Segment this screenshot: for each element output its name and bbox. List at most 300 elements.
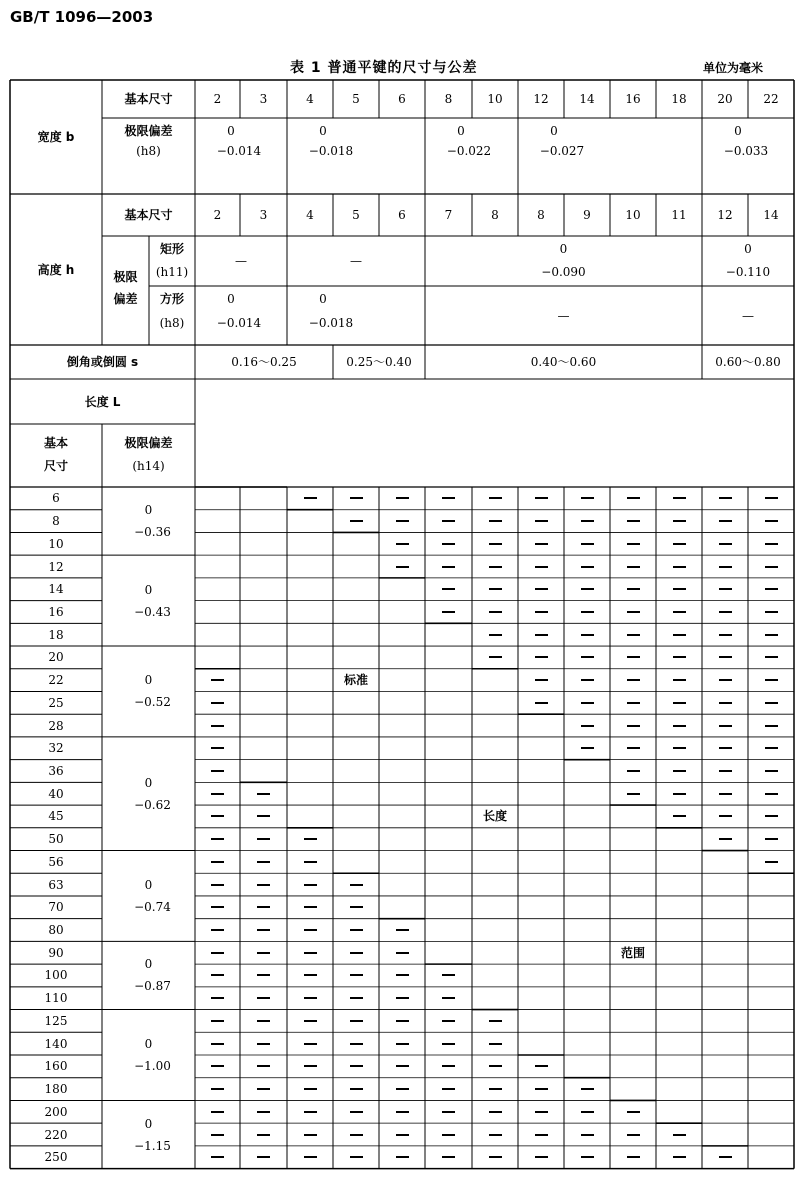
- non-standard-length-dash: [719, 815, 732, 817]
- non-standard-length-dash: [442, 1088, 455, 1090]
- length-value: 10: [48, 536, 64, 551]
- non-standard-length-dash: [442, 497, 455, 499]
- non-standard-length-dash: [257, 997, 270, 999]
- rect-tol-lower: −0.090: [541, 265, 586, 279]
- non-standard-length-dash: [304, 1043, 317, 1045]
- non-standard-length-dash: [211, 1020, 224, 1022]
- length-value: 63: [48, 877, 64, 892]
- width-tol-lower: −0.014: [216, 144, 262, 158]
- length-value: 140: [44, 1036, 68, 1051]
- non-standard-length-dash: [211, 747, 224, 749]
- non-standard-length-dash: [719, 1156, 732, 1158]
- length-value: 220: [44, 1127, 68, 1142]
- non-standard-length-dash: [581, 679, 594, 681]
- non-standard-length-dash: [581, 702, 594, 704]
- non-standard-length-dash: [396, 1156, 409, 1158]
- length-size-label: 尺寸: [43, 459, 68, 473]
- length-tol-upper: 0: [144, 1116, 153, 1131]
- non-standard-length-dash: [581, 566, 594, 568]
- non-standard-length-dash: [304, 1134, 317, 1136]
- rect-tol-dash: —: [235, 254, 247, 268]
- non-standard-length-dash: [442, 1043, 455, 1045]
- non-standard-length-dash: [350, 997, 363, 999]
- non-standard-length-dash: [211, 1043, 224, 1045]
- length-tol-upper: 0: [144, 582, 153, 597]
- non-standard-length-dash: [489, 1043, 502, 1045]
- non-standard-length-dash: [765, 611, 778, 613]
- length-tol-lower: −0.43: [134, 604, 171, 619]
- non-standard-length-dash: [581, 1088, 594, 1090]
- rect-tol-upper: 0: [744, 242, 752, 256]
- non-standard-length-dash: [396, 497, 409, 499]
- height-value: 3: [259, 208, 268, 222]
- non-standard-length-dash: [211, 770, 224, 772]
- length-tol-upper: 0: [144, 503, 153, 518]
- length-tol-lower: −0.36: [134, 525, 171, 540]
- non-standard-length-dash: [257, 952, 270, 954]
- length-tol-upper: 0: [144, 877, 153, 892]
- non-standard-length-dash: [489, 543, 502, 545]
- rect-tol-upper: 0: [559, 242, 568, 256]
- non-standard-length-dash: [211, 1111, 224, 1113]
- non-standard-length-dash: [396, 543, 409, 545]
- non-standard-length-dash: [350, 974, 363, 976]
- width-tol-upper: 0: [550, 124, 558, 138]
- non-standard-length-dash: [442, 974, 455, 976]
- non-standard-length-dash: [581, 611, 594, 613]
- non-standard-length-dash: [350, 1134, 363, 1136]
- width-tol-upper: 0: [227, 124, 235, 138]
- non-standard-length-dash: [396, 929, 409, 931]
- non-standard-length-dash: [350, 1020, 363, 1022]
- non-standard-length-dash: [257, 1065, 270, 1067]
- non-standard-length-dash: [535, 543, 548, 545]
- square-tol-dash: —: [742, 308, 754, 323]
- height-label: 高度 h: [37, 262, 75, 277]
- non-standard-length-dash: [304, 997, 317, 999]
- length-value: 180: [44, 1082, 68, 1097]
- length-h14-label: (h14): [132, 459, 165, 473]
- non-standard-length-dash: [304, 974, 317, 976]
- width-value: 16: [625, 92, 641, 106]
- length-tol-upper: 0: [144, 957, 153, 972]
- length-value: 125: [44, 1013, 68, 1028]
- non-standard-length-dash: [350, 929, 363, 931]
- non-standard-length-dash: [719, 566, 732, 568]
- non-standard-length-dash: [489, 611, 502, 613]
- chamfer-value: 0.25～0.40: [346, 355, 412, 369]
- non-standard-length-dash: [304, 497, 317, 499]
- non-standard-length-dash: [765, 861, 778, 863]
- non-standard-length-dash: [581, 497, 594, 499]
- non-standard-length-dash: [719, 747, 732, 749]
- non-standard-length-dash: [396, 974, 409, 976]
- non-standard-length-dash: [535, 520, 548, 522]
- non-standard-length-dash: [211, 793, 224, 795]
- non-standard-length-dash: [581, 656, 594, 658]
- non-standard-length-dash: [211, 929, 224, 931]
- non-standard-length-dash: [257, 1043, 270, 1045]
- non-standard-length-dash: [211, 1065, 224, 1067]
- non-standard-length-dash: [719, 702, 732, 704]
- non-standard-length-dash: [211, 997, 224, 999]
- height-value: 2: [213, 208, 222, 222]
- non-standard-length-dash: [442, 543, 455, 545]
- non-standard-length-dash: [396, 1065, 409, 1067]
- non-standard-length-dash: [350, 520, 363, 522]
- non-standard-length-dash: [719, 838, 732, 840]
- non-standard-length-dash: [350, 906, 363, 908]
- non-standard-length-dash: [673, 1134, 686, 1136]
- non-standard-length-dash: [350, 1043, 363, 1045]
- non-standard-length-dash: [673, 770, 686, 772]
- height-value: 12: [717, 208, 733, 222]
- length-value: 36: [48, 764, 64, 778]
- non-standard-length-dash: [627, 520, 640, 522]
- width-h8-label: (h8): [136, 144, 161, 158]
- non-standard-length-dash: [257, 1088, 270, 1090]
- non-standard-length-dash: [396, 1020, 409, 1022]
- non-standard-length-dash: [719, 543, 732, 545]
- non-standard-length-dash: [211, 1156, 224, 1158]
- non-standard-length-dash: [765, 566, 778, 568]
- height-value: 6: [398, 208, 406, 222]
- standard-code: GB/T 1096—2003: [10, 8, 154, 26]
- non-standard-length-dash: [627, 793, 640, 795]
- length-value: 14: [48, 582, 64, 597]
- length-value: 20: [48, 650, 64, 665]
- non-standard-length-dash: [581, 543, 594, 545]
- non-standard-length-dash: [765, 634, 778, 636]
- non-standard-length-dash: [489, 588, 502, 590]
- non-standard-length-dash: [211, 815, 224, 817]
- non-standard-length-dash: [719, 656, 732, 658]
- non-standard-length-dash: [765, 725, 778, 727]
- non-standard-length-dash: [765, 793, 778, 795]
- width-tol-lower: −0.018: [308, 144, 354, 158]
- square-tol-lower: −0.014: [216, 316, 262, 330]
- non-standard-length-dash: [211, 838, 224, 840]
- length-tol-upper: 0: [144, 1037, 153, 1051]
- length-tol-lower: −0.74: [134, 899, 171, 914]
- non-standard-length-dash: [442, 1020, 455, 1022]
- non-standard-length-dash: [627, 747, 640, 749]
- length-value: 56: [48, 854, 64, 869]
- non-standard-length-dash: [257, 906, 270, 908]
- width-value: 5: [352, 92, 360, 106]
- height-value: 14: [763, 208, 779, 222]
- height-value: 5: [352, 208, 360, 222]
- length-value: 110: [44, 991, 68, 1006]
- height-value: 7: [444, 208, 453, 222]
- length-tol-upper: 0: [144, 673, 153, 688]
- non-standard-length-dash: [257, 1134, 270, 1136]
- non-standard-length-dash: [304, 838, 317, 840]
- non-standard-length-dash: [442, 566, 455, 568]
- non-standard-length-dash: [535, 566, 548, 568]
- non-standard-length-dash: [535, 1134, 548, 1136]
- non-standard-length-dash: [489, 1111, 502, 1113]
- length-value: 40: [48, 786, 64, 801]
- height-limit-label: 极限: [113, 270, 138, 284]
- square-tol-upper: 0: [227, 292, 235, 306]
- non-standard-length-dash: [535, 1111, 548, 1113]
- length-value: 45: [48, 809, 64, 824]
- non-standard-length-dash: [442, 1065, 455, 1067]
- non-standard-length-dash: [396, 566, 409, 568]
- width-tol-lower: −0.027: [539, 144, 585, 158]
- non-standard-length-dash: [304, 929, 317, 931]
- non-standard-length-dash: [765, 815, 778, 817]
- non-standard-length-dash: [765, 679, 778, 681]
- width-tol-upper: 0: [734, 124, 742, 138]
- non-standard-length-dash: [257, 1111, 270, 1113]
- non-standard-length-dash: [719, 634, 732, 636]
- non-standard-length-dash: [673, 543, 686, 545]
- unit-note: 单位为毫米: [703, 61, 764, 75]
- height-value: 8: [537, 208, 545, 222]
- width-value: 20: [717, 92, 733, 106]
- length-tol-upper: 0: [144, 775, 153, 790]
- non-standard-length-dash: [765, 543, 778, 545]
- non-standard-length-dash: [627, 497, 640, 499]
- non-standard-length-dash: [535, 656, 548, 658]
- non-standard-length-dash: [627, 1111, 640, 1113]
- non-standard-length-dash: [673, 747, 686, 749]
- square-tol-dash: —: [557, 308, 570, 323]
- length-tol-lower: −0.52: [134, 695, 171, 710]
- non-standard-length-dash: [304, 1020, 317, 1022]
- non-standard-length-dash: [304, 1156, 317, 1158]
- non-standard-length-dash: [396, 952, 409, 954]
- rect-tol-lower: −0.110: [725, 265, 771, 279]
- non-standard-length-dash: [627, 770, 640, 772]
- width-tol-upper: 0: [319, 124, 327, 138]
- non-standard-length-dash: [581, 520, 594, 522]
- chamfer-value: 0.16～0.25: [231, 355, 297, 369]
- height-value: 11: [671, 208, 687, 222]
- length-value: 100: [44, 968, 68, 983]
- non-standard-length-dash: [396, 997, 409, 999]
- non-standard-length-dash: [765, 497, 778, 499]
- length-value: 250: [44, 1150, 68, 1165]
- non-standard-length-dash: [673, 520, 686, 522]
- non-standard-length-dash: [257, 861, 270, 863]
- non-standard-length-dash: [211, 1134, 224, 1136]
- width-value: 10: [487, 92, 503, 106]
- non-standard-length-dash: [396, 1111, 409, 1113]
- non-standard-length-dash: [673, 497, 686, 499]
- width-tol-upper: 0: [457, 124, 465, 138]
- non-standard-length-dash: [257, 793, 270, 795]
- non-standard-length-dash: [257, 838, 270, 840]
- non-standard-length-dash: [535, 611, 548, 613]
- non-standard-length-dash: [350, 884, 363, 886]
- non-standard-length-dash: [442, 1156, 455, 1158]
- rect-tol-dash: —: [350, 254, 362, 268]
- non-standard-length-dash: [350, 952, 363, 954]
- length-value: 80: [48, 923, 64, 938]
- non-standard-length-dash: [627, 634, 640, 636]
- non-standard-length-dash: [673, 702, 686, 704]
- non-standard-length-dash: [765, 520, 778, 522]
- non-standard-length-dash: [489, 656, 502, 658]
- length-value: 32: [48, 741, 64, 756]
- width-tol-lower: −0.033: [723, 144, 769, 158]
- length-value: 25: [48, 695, 64, 710]
- non-standard-length-dash: [489, 1156, 502, 1158]
- non-standard-length-dash: [719, 611, 732, 613]
- non-standard-length-dash: [211, 906, 224, 908]
- non-standard-length-dash: [304, 884, 317, 886]
- non-standard-length-dash: [211, 974, 224, 976]
- square-label: 方形: [159, 292, 184, 306]
- non-standard-length-dash: [673, 793, 686, 795]
- non-standard-length-dash: [673, 588, 686, 590]
- range-word: 范围: [620, 945, 645, 960]
- non-standard-length-dash: [211, 884, 224, 886]
- width-value: 22: [763, 92, 779, 106]
- non-standard-length-dash: [442, 1134, 455, 1136]
- height-value: 10: [625, 208, 641, 222]
- non-standard-length-dash: [489, 1134, 502, 1136]
- non-standard-length-dash: [489, 634, 502, 636]
- non-standard-length-dash: [442, 588, 455, 590]
- non-standard-length-dash: [489, 520, 502, 522]
- non-standard-length-dash: [257, 884, 270, 886]
- height-value: 9: [583, 208, 591, 222]
- non-standard-length-dash: [581, 747, 594, 749]
- non-standard-length-dash: [535, 1065, 548, 1067]
- width-value: 4: [306, 92, 314, 106]
- non-standard-length-dash: [627, 566, 640, 568]
- square-tol-lower: −0.018: [308, 316, 354, 330]
- chamfer-label: 倒角或倒圆 s: [66, 355, 139, 369]
- non-standard-length-dash: [581, 1156, 594, 1158]
- non-standard-length-dash: [627, 1134, 640, 1136]
- non-standard-length-dash: [257, 1156, 270, 1158]
- width-value: 3: [259, 92, 268, 106]
- non-standard-length-dash: [211, 1088, 224, 1090]
- non-standard-length-dash: [489, 1065, 502, 1067]
- non-standard-length-dash: [211, 679, 224, 681]
- non-standard-length-dash: [673, 566, 686, 568]
- non-standard-length-dash: [765, 838, 778, 840]
- width-value: 8: [444, 92, 453, 106]
- non-standard-length-dash: [304, 1065, 317, 1067]
- non-standard-length-dash: [304, 861, 317, 863]
- non-standard-length-dash: [535, 679, 548, 681]
- non-standard-length-dash: [581, 1134, 594, 1136]
- non-standard-length-dash: [489, 1020, 502, 1022]
- non-standard-length-dash: [627, 679, 640, 681]
- width-value: 18: [671, 92, 687, 106]
- non-standard-length-dash: [350, 1088, 363, 1090]
- non-standard-length-dash: [396, 1043, 409, 1045]
- length-value: 12: [48, 559, 64, 574]
- non-standard-length-dash: [535, 1088, 548, 1090]
- length-tol-lower: −1.00: [134, 1059, 171, 1073]
- non-standard-length-dash: [627, 656, 640, 658]
- non-standard-length-dash: [627, 588, 640, 590]
- non-standard-length-dash: [350, 497, 363, 499]
- non-standard-length-dash: [719, 793, 732, 795]
- length-tol-lower: −0.62: [134, 797, 171, 812]
- non-standard-length-dash: [673, 725, 686, 727]
- length-tol-lower: −1.15: [134, 1138, 171, 1153]
- length-value: 28: [48, 718, 64, 733]
- non-standard-length-dash: [765, 588, 778, 590]
- length-word: 长度: [482, 809, 507, 824]
- non-standard-length-dash: [489, 1088, 502, 1090]
- width-value: 14: [579, 92, 595, 106]
- non-standard-length-dash: [673, 656, 686, 658]
- length-value: 22: [48, 673, 64, 688]
- length-value: 200: [44, 1104, 68, 1119]
- length-value: 90: [48, 945, 64, 960]
- non-standard-length-dash: [442, 1111, 455, 1113]
- non-standard-length-dash: [673, 634, 686, 636]
- non-standard-length-dash: [673, 679, 686, 681]
- non-standard-length-dash: [535, 1156, 548, 1158]
- width-value: 12: [533, 92, 549, 106]
- length-value: 50: [48, 832, 64, 847]
- non-standard-length-dash: [719, 520, 732, 522]
- non-standard-length-dash: [257, 929, 270, 931]
- height-dev-label: 偏差: [113, 292, 138, 306]
- width-limit-dev-label: 极限偏差: [124, 124, 173, 138]
- non-standard-length-dash: [350, 1156, 363, 1158]
- non-standard-length-dash: [627, 543, 640, 545]
- length-value: 160: [44, 1059, 68, 1074]
- non-standard-length-dash: [581, 725, 594, 727]
- length-value: 18: [48, 627, 64, 642]
- non-standard-length-dash: [304, 906, 317, 908]
- non-standard-length-dash: [211, 861, 224, 863]
- non-standard-length-dash: [489, 497, 502, 499]
- non-standard-length-dash: [257, 974, 270, 976]
- non-standard-length-dash: [257, 1020, 270, 1022]
- height-value: 4: [306, 208, 314, 222]
- non-standard-length-dash: [673, 815, 686, 817]
- non-standard-length-dash: [396, 520, 409, 522]
- non-standard-length-dash: [442, 611, 455, 613]
- non-standard-length-dash: [627, 725, 640, 727]
- non-standard-length-dash: [304, 1088, 317, 1090]
- non-standard-length-dash: [535, 702, 548, 704]
- width-value: 2: [213, 92, 222, 106]
- width-nominal-label: 基本尺寸: [124, 92, 173, 106]
- width-value: 6: [398, 92, 406, 106]
- non-standard-length-dash: [535, 588, 548, 590]
- non-standard-length-dash: [581, 1111, 594, 1113]
- non-standard-length-dash: [535, 634, 548, 636]
- non-standard-length-dash: [396, 1088, 409, 1090]
- table-title: 表 1 普通平键的尺寸与公差: [290, 60, 478, 76]
- non-standard-length-dash: [719, 770, 732, 772]
- chamfer-value: 0.60～0.80: [715, 355, 781, 369]
- non-standard-length-dash: [673, 611, 686, 613]
- square-h8-label: (h8): [159, 316, 185, 330]
- length-value: 16: [48, 604, 64, 619]
- length-value: 8: [52, 514, 60, 529]
- rect-label: 矩形: [159, 242, 184, 256]
- non-standard-length-dash: [535, 497, 548, 499]
- non-standard-length-dash: [350, 1111, 363, 1113]
- non-standard-length-dash: [211, 725, 224, 727]
- standard-word: 标准: [343, 673, 368, 688]
- non-standard-length-dash: [627, 611, 640, 613]
